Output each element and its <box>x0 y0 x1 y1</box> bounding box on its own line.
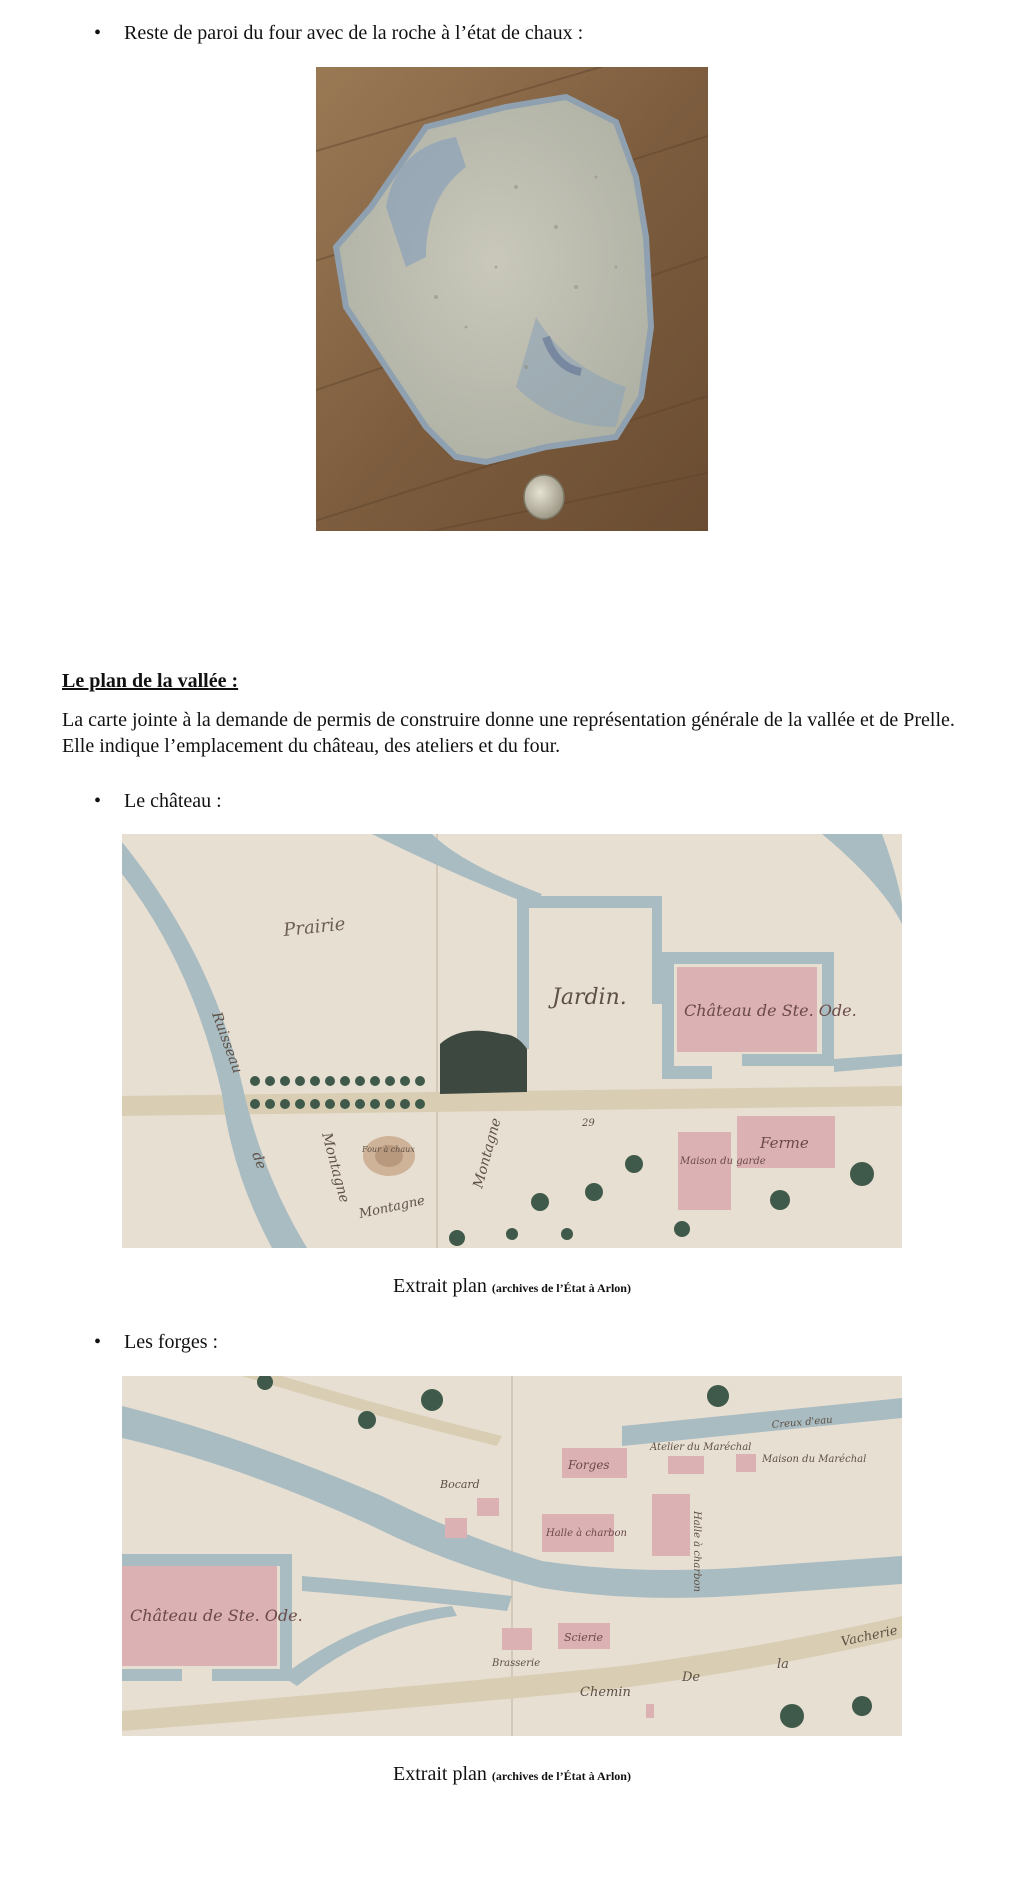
figure-caption-chateau <box>0 1275 1024 1298</box>
label-maison-marechal: Maison du Maréchal <box>762 1454 867 1465</box>
label-montagne-1: Montagne <box>318 1130 353 1205</box>
label-chateau: Château de Ste. Ode. <box>684 1001 857 1020</box>
bullet-text: Les forges : <box>124 1331 219 1353</box>
label-vacherie: Vacherie <box>839 1623 899 1650</box>
label-number: 29 <box>582 1118 595 1129</box>
caption-main: Extrait plan <box>393 1275 487 1297</box>
label-forges: Forges <box>568 1458 610 1472</box>
label-halle-2: Halle à charbon <box>691 1511 702 1592</box>
map-chateau <box>122 834 902 1248</box>
figure-caption-forges <box>0 1763 1024 1786</box>
bullet-symbol: • <box>94 790 102 812</box>
label-jardin: Jardin. <box>552 985 627 1010</box>
label-de: de <box>248 1149 270 1172</box>
label-ferme: Ferme <box>760 1134 809 1152</box>
label-atelier: Atelier du Maréchal <box>650 1442 752 1453</box>
label-scierie: Scierie <box>564 1631 604 1644</box>
label-chateau-2: Château de Ste. Ode. <box>130 1606 303 1625</box>
label-bocard: Bocard <box>440 1478 480 1491</box>
label-la: la <box>777 1657 789 1672</box>
label-maison-garde: Maison du garde <box>680 1156 766 1167</box>
label-brasserie: Brasserie <box>492 1658 541 1669</box>
label-prairie: Prairie <box>282 913 347 941</box>
rock-photo <box>316 67 708 531</box>
bullet-symbol: • <box>94 1331 102 1353</box>
label-montagne-3: Montagne <box>470 1116 505 1191</box>
caption-main: Extrait plan <box>393 1763 487 1785</box>
bullet-symbol: • <box>94 22 102 44</box>
caption-source: (archives de l’État à Arlon) <box>491 1281 631 1295</box>
caption-source: (archives de l’État à Arlon) <box>491 1769 631 1783</box>
section-heading: Le plan de la vallée : <box>62 670 239 692</box>
label-chemin: Chemin <box>580 1685 631 1700</box>
label-halle-1: Halle à charbon <box>546 1528 627 1539</box>
label-canal: Creux d'eau <box>771 1414 834 1431</box>
label-four: Four à chaux <box>362 1145 415 1154</box>
map-forges <box>122 1376 902 1736</box>
bullet-text: Le château : <box>124 790 222 812</box>
bullet-text: Reste de paroi du four avec de la roche à l’état de chaux : <box>124 22 584 44</box>
label-de-2: De <box>682 1670 701 1685</box>
section-paragraph: La carte jointe à la demande de permis de construire donne une représentation générale de la vallée et de Prelle. Elle indique l’emplacement du château, des ateliers et du four. <box>62 709 955 757</box>
label-montagne-2: Montagne <box>357 1193 427 1222</box>
label-ruisseau: Ruisseau <box>208 1009 246 1076</box>
